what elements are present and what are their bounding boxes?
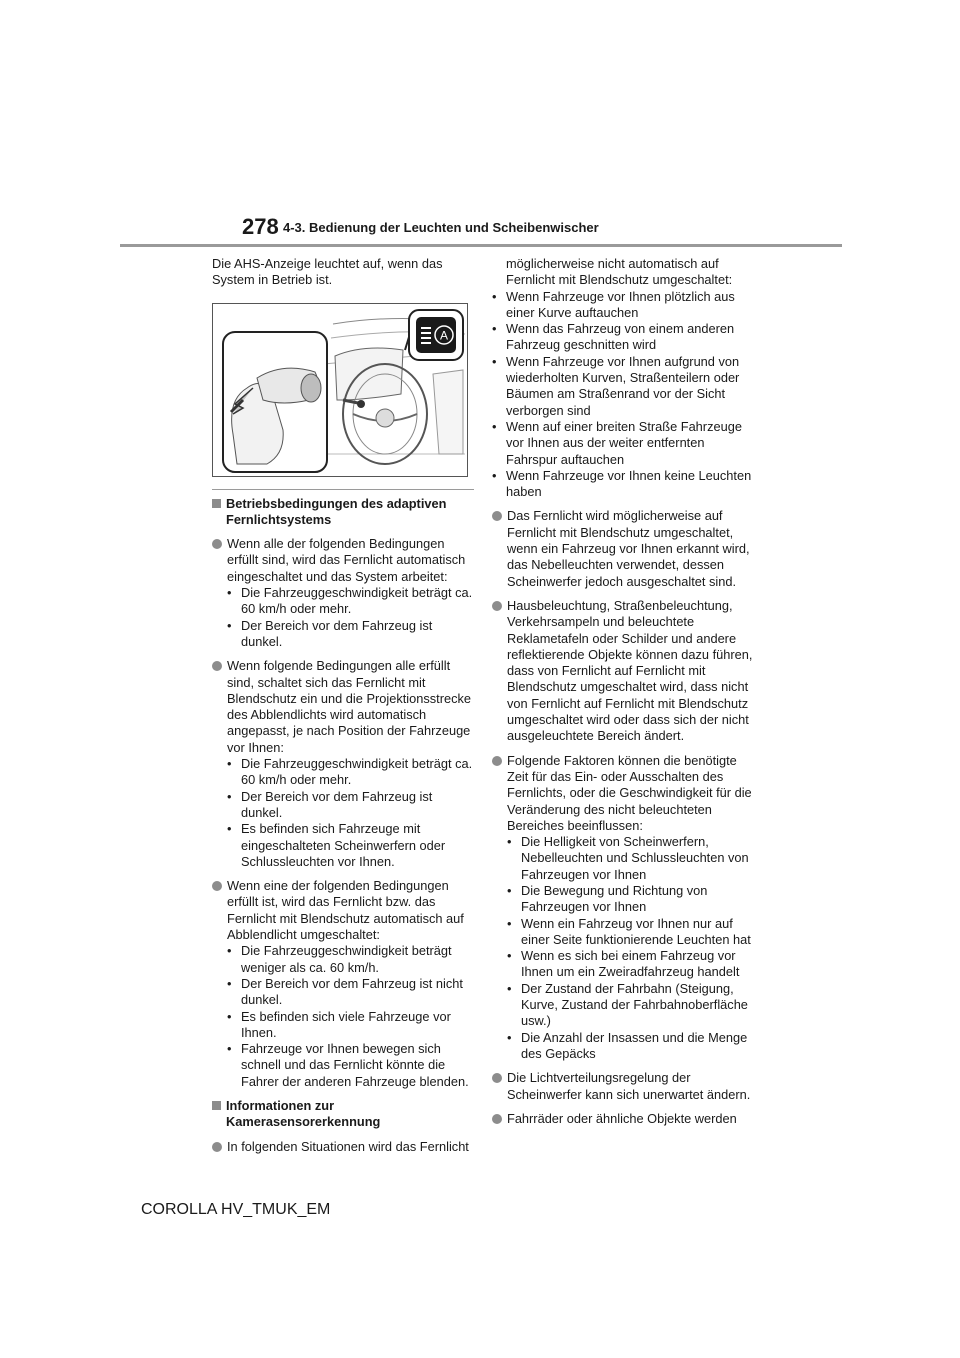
sub-item: • Die Fahrzeuggeschwindigkeit beträgt weniger als ca. 60 km/h.: [227, 943, 452, 975]
sub-item: • Wenn ein Fahrzeug vor Ihnen nur auf einer Seite funktionierende Leuchten hat: [507, 915, 751, 947]
sub-item: • Wenn auf einer breiten Straße Fahrzeuge vor Ihnen aus der weiter entfernten Fahrspur auftauchen: [492, 418, 742, 467]
round-bullet-icon: [492, 1114, 502, 1124]
bullet-item: [212, 878, 474, 1090]
footer-model: COROLLA HV_TMUK_EM: [141, 1201, 331, 1218]
bullet-text: möglicherweise nicht automatisch auf Fernlicht mit Blendschutz umgeschaltet:: [506, 256, 733, 288]
intro-text: Die AHS-Anzeige leuchtet auf, wenn das System in Betrieb ist.: [212, 256, 443, 288]
sub-item: • Die Anzahl der Insassen und die Menge des Gepäcks: [507, 1029, 748, 1061]
sub-item: • Der Zustand der Fahrbahn (Steigung, Kurve, Zustand der Fahrbahnoberfläche usw.): [507, 980, 748, 1029]
sub-item: • Der Bereich vor dem Fahrzeug ist dunkel.: [227, 788, 433, 820]
bullet-text: In folgenden Situationen wird das Fernlicht: [227, 1138, 469, 1154]
square-bullet-icon: [212, 1101, 221, 1110]
section-title: 4-3. Bedienung der Leuchten und Scheibenwischer: [283, 220, 599, 235]
sub-item: • Fahrzeuge vor Ihnen bewegen sich schnell und das Fernlicht könnte die Fahrer der anderen Fahrzeuge blenden.: [227, 1041, 469, 1089]
dashboard-illustration: [212, 303, 468, 477]
sub-item: • Wenn Fahrzeuge vor Ihnen keine Leuchten haben: [492, 467, 752, 500]
heading-operating-conditions: [212, 496, 474, 529]
bullet-item: [492, 1070, 754, 1103]
square-bullet-icon: [212, 499, 221, 508]
heading-camera-sensor: [212, 1098, 474, 1131]
ahs-indicator-letter: A: [439, 328, 449, 343]
bullet-text: Fahrräder oder ähnliche Objekte werden: [507, 1110, 737, 1126]
sub-item: • Die Fahrzeuggeschwindigkeit beträgt ca. 60 km/h oder mehr.: [227, 756, 473, 788]
right-column: [492, 256, 754, 1135]
figure-divider: [212, 489, 474, 490]
heading-text: Betriebsbedingungen des adaptiven Fernlichtsystems: [226, 495, 447, 527]
sub-item: • Wenn es sich bei einem Fahrzeug vor Ihnen um ein Zweiradfahrzeug handelt: [507, 948, 740, 980]
bullet-text: Wenn eine der folgenden Bedingungen erfüllt ist, wird das Fernlicht bzw. das Fernlicht mit Blendschutz automatisch auf Abblendlicht umgeschaltet:: [227, 878, 464, 943]
bullet-text: Hausbeleuchtung, Straßenbeleuchtung, Verkehrsampeln und beleuchtete Reklametafeln oder Schilder und andere reflektierende Objekte können dazu führen, dass von Fernlicht auf Fernlicht mit Blendschutz umgeschaltet wird, dass nicht von Fernlicht auf Fernlicht mit Blendschutz umgeschaltet wird oder dass sich der nicht ausgeleuchtete Bereich ändert.: [507, 597, 753, 744]
bullet-item: [492, 1111, 754, 1127]
bullet-text: Das Fernlicht wird möglicherweise auf Fernlicht mit Blendschutz umgeschaltet, wenn ein Fahrzeug vor Ihnen erkannt wird, das Nebelleuchten verwendet, dessen Scheinwerfer jedoch ausgeschaltet sind.: [507, 508, 750, 589]
bullet-item: [212, 1139, 474, 1155]
round-bullet-icon: [212, 661, 222, 671]
round-bullet-icon: [212, 1142, 222, 1152]
sub-item: • Wenn Fahrzeuge vor Ihnen aufgrund von wiederholten Kurven, Straßenteilern oder Bäumen am Straßenrand vor der Sicht verborgen sind: [492, 353, 740, 418]
bullet-item: [212, 536, 474, 650]
sub-item: • Es befinden sich viele Fahrzeuge vor Ihnen.: [227, 1008, 451, 1040]
round-bullet-icon: [212, 881, 222, 891]
round-bullet-icon: [492, 1073, 502, 1083]
heading-text: Informationen zur Kamerasensorerkennung: [226, 1097, 381, 1130]
sub-item: • Die Bewegung und Richtung von Fahrzeugen vor Ihnen: [507, 882, 708, 915]
bullet-item: [492, 598, 754, 745]
left-column: [212, 256, 474, 1163]
page-number: 278: [242, 214, 279, 239]
bullet-text: Die Lichtverteilungsregelung der Scheinwerfer kann sich unerwartet ändern.: [507, 1070, 751, 1102]
illustration-svg: [213, 304, 467, 476]
sub-item: • Der Bereich vor dem Fahrzeug ist nicht dunkel.: [227, 975, 463, 1008]
sub-item: • Die Helligkeit von Scheinwerfern, Nebelleuchten und Schlussleuchten von Fahrzeugen vor Ihnen: [507, 834, 749, 882]
sub-item: • Die Fahrzeuggeschwindigkeit beträgt ca. 60 km/h oder mehr.: [227, 585, 473, 617]
sub-item: • Wenn das Fahrzeug von einem anderen Fahrzeug geschnitten wird: [492, 321, 735, 353]
bullet-item: [212, 658, 474, 870]
round-bullet-icon: [492, 601, 502, 611]
bullet-item: [492, 753, 754, 1063]
round-bullet-icon: [492, 511, 502, 521]
continued-bullet: [506, 256, 754, 289]
sub-item: • Der Bereich vor dem Fahrzeug ist dunkel.: [227, 617, 433, 649]
sub-item: • Wenn Fahrzeuge vor Ihnen plötzlich aus einer Kurve auftauchen: [492, 288, 735, 320]
bullet-text: Wenn folgende Bedingungen alle erfüllt sind, schaltet sich das Fernlicht mit Blendschutz ein und die Projektionsstrecke des Abblendlichts wird automatisch angepasst, je nach Position der Fahrzeuge vor Ihnen:: [227, 658, 471, 755]
round-bullet-icon: [212, 539, 222, 549]
bullet-text: Folgende Faktoren können die benötigte Zeit für das Ein- oder Ausschalten des Fernlichts, oder die Geschwindigkeit für die Veränderung des nicht beleuchteten Bereiches beeinflussen:: [507, 752, 752, 833]
sub-item: • Es befinden sich Fahrzeuge mit eingeschalteten Scheinwerfern oder Schlussleuchten vor Ihnen.: [227, 821, 446, 869]
header-rule: [120, 244, 842, 247]
round-bullet-icon: [492, 756, 502, 766]
bullet-text: Wenn alle der folgenden Bedingungen erfüllt sind, wird das Fernlicht automatisch eingeschaltet und das System arbeitet:: [227, 536, 466, 584]
bullet-item: [492, 508, 754, 589]
